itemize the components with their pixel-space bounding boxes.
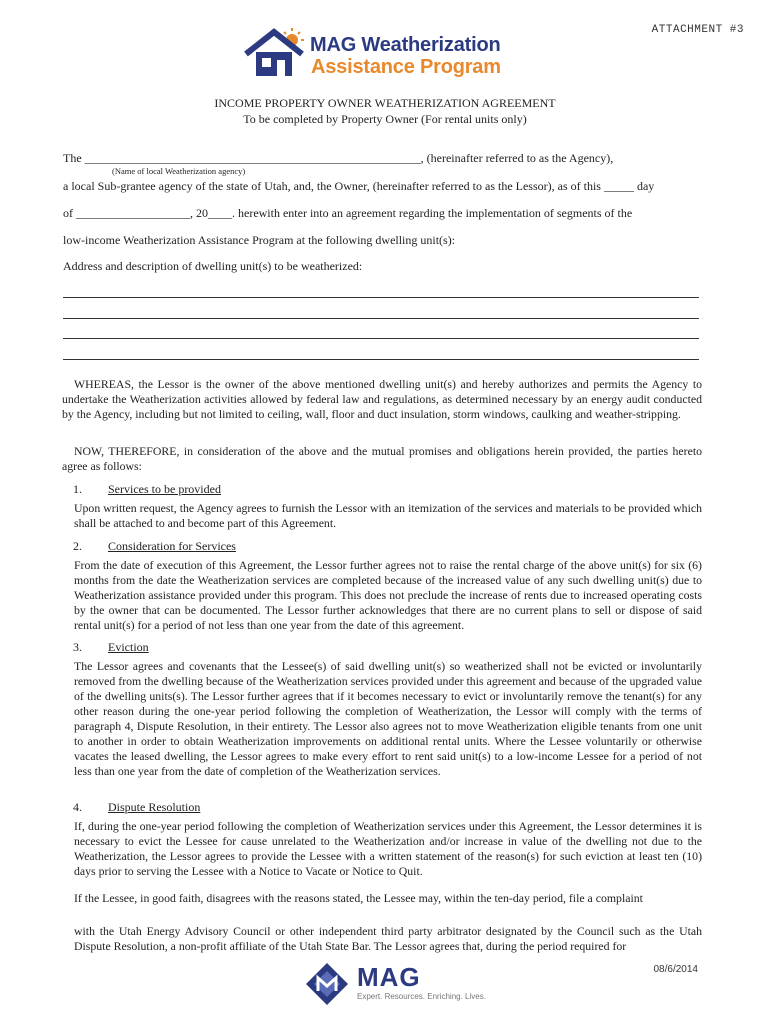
intro-line-5: Address and description of dwelling unit(s) to be weatherized:: [63, 259, 363, 273]
section-3-body: The Lessor agrees and covenants that the Lessee(s) of said dwelling unit(s) so weatherized shall not be evicted or involuntarily removed from the dwelling because of the Weatherization services provided under this agreement and because of the upgraded value of the dwelling units(s). The Lessor further agrees that if it becomes necessary to evict or involuntarily remove the tenant(s) for any other reason during the one-year period following the completion of Weatherization, the Lessor will comply with the terms of paragraph 4, Dispute Resolution, in their entirety. The Lessor also agrees not to move Weatherization eligible tenants from one unit to another in order to obtain Weatherization improvements on additional rental units. Where the Lessee voluntarily or otherwise vacates the leased dwelling, the Lessor agrees to make every effort to rent said unit(s) to a low-income Lessee for a period of not less than one year from the date of completion of the Weatherization services.: [74, 659, 702, 778]
logo-title-line1: MAG Weatherization: [310, 34, 501, 56]
address-line-3[interactable]: [63, 338, 699, 339]
section-2-heading: Consideration for Services: [108, 539, 236, 553]
section-4-body: If, during the one-year period following the completion of Weatherization services under this Agreement, the Lessor determines it is necessary to evict the Lessee for cause unrelated to the Weatherization and/or increase in value of the dwelling not due to the Weatherization, the Lessor agrees to provide the Lessee with a written statement of the reason(s) for such eviction at least ten (10) days prior to serving the Lessee with a Notice to Vacate or Notice to Quit.: [74, 819, 702, 878]
intro-line-4: low-income Weatherization Assistance Program at the following dwelling unit(s):: [63, 233, 456, 247]
section-2-body: From the date of execution of this Agreement, the Lessor further agrees not to raise the rental charge of the above unit(s) for six (6) months from the date the Weatherization services are completed because of the increased value of any such dwelling unit(s) due to Weatherization assistance provided under this program. This does not preclude the increase of rents due to increased operating costs by the owner that can be documented. The Lessor further acknowledges that there are no current plans to sell or dispose of said rental unit(s) for a period of not less than one year from the date of this agreement.: [74, 558, 702, 632]
logo-title-line2: Assistance Program: [311, 56, 501, 78]
agency-name-caption: (Name of local Weatherization agency): [112, 166, 246, 176]
mag-footer-logo-text: MAG: [357, 962, 421, 992]
intro-line-3: of ___________________, 20____. herewith enter into an agreement regarding the implementation of segments of the: [63, 206, 633, 220]
mag-footer-tagline: Expert. Resources. Enriching. Lives.: [357, 992, 486, 1001]
section-3-heading: Eviction: [108, 640, 149, 654]
therefore-paragraph: NOW, THEREFORE, in consideration of the above and the mutual promises and obligations herein provided, the parties hereto agree as follows:: [62, 444, 702, 473]
section-3-number: 3.: [73, 640, 82, 654]
section-4-heading: Dispute Resolution: [108, 800, 201, 814]
section-1-heading: Services to be provided: [108, 482, 221, 496]
address-line-4[interactable]: [63, 359, 699, 360]
document-title: INCOME PROPERTY OWNER WEATHERIZATION AGREEMENT: [214, 96, 556, 110]
intro-line-1-suffix: , (hereinafter referred to as the Agency),: [420, 151, 614, 165]
attachment-label: ATTACHMENT #3: [651, 24, 744, 36]
intro-line-1-prefix: The: [63, 151, 82, 165]
footer-date: 08/6/2014: [653, 964, 698, 975]
section-2-number: 2.: [73, 539, 82, 553]
intro-line-1: [63, 151, 613, 166]
house-sun-logo-icon: [244, 26, 308, 78]
section-4-number: 4.: [73, 800, 82, 814]
section-4-body-3: with the Utah Energy Advisory Council or other independent third party arbitrator designated by the Council such as the Utah Dispute Resolution, a non-profit affiliate of the Utah State Bar. The Lessor agrees that, during the period required for: [74, 924, 702, 953]
section-1-body: Upon written request, the Agency agrees to furnish the Lessor with an itemization of the services and materials to be provided which shall be attached to and become part of this Agreement.: [74, 501, 702, 530]
section-1-number: 1.: [73, 482, 82, 496]
mag-diamond-logo-icon: [305, 962, 353, 1006]
address-line-1[interactable]: [63, 297, 699, 298]
agency-name-blank[interactable]: ________________________________________________________: [84, 151, 421, 165]
intro-line-2: a local Sub-grantee agency of the state of Utah, and, the Owner, (hereinafter referred to as the Lessor), as of this _____ day: [63, 179, 655, 193]
address-line-2[interactable]: [63, 318, 699, 319]
document-subtitle: To be completed by Property Owner (For rental units only): [243, 112, 527, 126]
section-4-body-2: If the Lessee, in good faith, disagrees with the reasons stated, the Lessee may, within the ten-day period, file a complaint: [74, 891, 643, 905]
whereas-paragraph: WHEREAS, the Lessor is the owner of the above mentioned dwelling unit(s) and hereby authorizes and permits the Agency to undertake the Weatherization activities allowed by federal law and regulations, as determined necessary by an energy audit conducted by the Agency, including but not limited to ceiling, wall, floor and duct insulation, storm windows, caulking and weather-stripping.: [62, 377, 702, 421]
